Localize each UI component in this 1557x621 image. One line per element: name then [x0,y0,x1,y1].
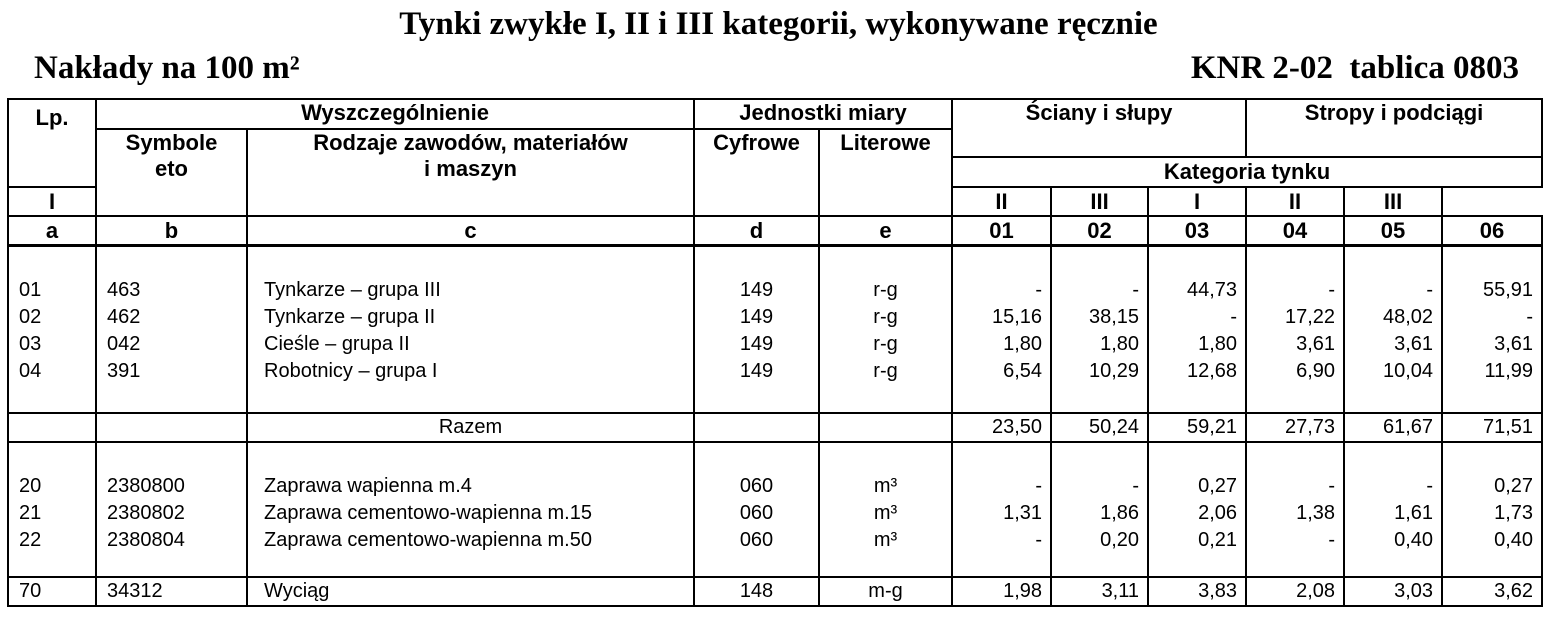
value: - [1035,528,1043,551]
value: 1,38 [1296,501,1336,524]
lp-04: 04 [19,360,42,382]
cat-03: III [1051,187,1148,216]
sym-2380802: 2380802 [107,501,185,524]
cat-06: III [1344,187,1442,216]
cell-literowe [819,442,952,577]
value: 1,31 [1003,501,1043,524]
cell-lp [8,246,96,413]
table-row-group-materialy [8,442,1542,577]
value: 0,27 [1494,474,1534,497]
col-rodzaje-line2: i maszyn [424,156,517,181]
value: - [1132,279,1140,301]
name-robotnicy-i: Robotnicy – grupa I [264,360,438,382]
col-jednostki-miary: Jednostki miary [694,99,952,129]
value: 38,15 [1088,306,1140,328]
value: - [1426,474,1434,497]
lp-70: 70 [8,577,96,606]
value: 1,80 [1100,333,1140,355]
page-title: Tynki zwykłe I, II i III kategorii, wykonywane ręcznie [399,6,1158,42]
name-tynkarze-ii: Tynkarze – grupa II [264,306,436,328]
num-06: 06 [1442,216,1542,246]
value: 0,21 [1198,528,1238,551]
cell-empty [96,413,247,442]
value: 0,40 [1394,528,1434,551]
cell-cyfrowe [694,246,819,413]
unit-symbol: m³ [873,501,898,524]
value: 10,29 [1088,360,1140,382]
unit-code: 060 [739,474,774,497]
cell-values-03 [1148,442,1246,577]
cell-values-04 [1246,442,1344,577]
lp-01: 01 [19,279,42,301]
table-body [8,246,1542,606]
letter-c: c [247,216,694,246]
unit-code: 060 [739,501,774,524]
value: 48,02 [1382,306,1434,328]
cell-empty [8,413,96,442]
name-zaprawa-cw-50: Zaprawa cementowo-wapienna m.50 [264,528,592,551]
cat-02: II [952,187,1051,216]
value: - [1526,306,1534,328]
value: - [1328,528,1336,551]
cell-values-05 [1344,246,1442,413]
value: 3,61 [1296,333,1336,355]
col-sciany-i-slupy: Ściany i słupy [952,99,1246,157]
col-literowe: Literowe [819,129,952,216]
cell-values-02 [1051,442,1148,577]
cell-name [247,442,694,577]
razem-04: 27,73 [1246,413,1344,442]
cell-values-06 [1442,442,1542,577]
subtitle-right: KNR 2-02 tablica 0803 [1190,50,1519,86]
value: 2,06 [1198,501,1238,524]
cell-lp [8,442,96,577]
cell-values-06 [1442,246,1542,413]
value: 55,91 [1482,279,1534,301]
num-03: 03 [1148,216,1246,246]
sym-462: 462 [107,306,141,328]
razem-02: 50,24 [1051,413,1148,442]
col-symbole-line2: eto [155,156,188,181]
num-04: 04 [1246,216,1344,246]
col-symbole-line1: Symbole [125,130,218,155]
razem-06: 71,51 [1442,413,1542,442]
wyciag-03: 3,83 [1148,577,1246,606]
cell-values-01 [952,442,1051,577]
col-rodzaje [247,129,694,216]
unit-code: 149 [739,360,774,382]
sym-2380804: 2380804 [107,528,185,551]
cell-values-04 [1246,246,1344,413]
value: 0,40 [1494,528,1534,551]
col-symbole-eto [96,129,247,216]
value: - [1328,279,1336,301]
letter-d: d [694,216,819,246]
value: 15,16 [991,306,1043,328]
razem-01: 23,50 [952,413,1051,442]
name-ciesle-ii: Cieśle – grupa II [264,333,410,355]
num-02: 02 [1051,216,1148,246]
sym-463: 463 [107,279,141,301]
sym-391: 391 [107,360,141,382]
num-05: 05 [1344,216,1442,246]
cell-symbol [96,442,247,577]
cell-empty [819,413,952,442]
cell-values-02 [1051,246,1148,413]
unit-symbol: r-g [873,279,898,301]
lp-03: 03 [19,333,42,355]
wyciag-05: 3,03 [1344,577,1442,606]
unit-code: 149 [739,306,774,328]
cell-values-03 [1148,246,1246,413]
col-lp: Lp. [8,99,96,187]
sym-34312: 34312 [96,577,247,606]
col-cyfrowe: Cyfrowe [694,129,819,216]
sym-2380800: 2380800 [107,474,185,497]
value: 10,04 [1382,360,1434,382]
table-row-wyciag [8,577,1542,606]
value: 1,73 [1494,501,1534,524]
table-row-group-robocizna [8,246,1542,413]
unit-symbol: r-g [873,306,898,328]
wyciag-04: 2,08 [1246,577,1344,606]
table-header [8,99,1542,246]
letter-b: b [96,216,247,246]
sym-042: 042 [107,333,141,355]
lp-22: 22 [19,528,42,551]
name-wyciag: Wyciąg [247,577,694,606]
name-zaprawa-wapienna: Zaprawa wapienna m.4 [264,474,472,497]
value: - [1426,279,1434,301]
col-stropy-i-podciagi: Stropy i podciągi [1246,99,1542,157]
name-zaprawa-cw-15: Zaprawa cementowo-wapienna m.15 [264,501,592,524]
cell-name [247,246,694,413]
num-01: 01 [952,216,1051,246]
lp-20: 20 [19,474,42,497]
col-wyszczegolnienie: Wyszczególnienie [96,99,694,129]
value: 6,90 [1296,360,1336,382]
table-row-razem [8,413,1542,442]
lp-02: 02 [19,306,42,328]
col-rodzaje-line1: Rodzaje zawodów, materiałów [313,130,628,155]
cell-values-05 [1344,442,1442,577]
col-kategoria-tynku: Kategoria tynku [952,157,1542,187]
value: - [1230,306,1238,328]
norms-table [7,98,1543,607]
unit-symbol: r-g [873,360,898,382]
value: - [1132,474,1140,497]
cat-05: II [1246,187,1344,216]
value: 44,73 [1186,279,1238,301]
value: 6,54 [1003,360,1043,382]
cell-values-01 [952,246,1051,413]
wyciag-06: 3,62 [1442,577,1542,606]
unit-code: 149 [739,279,774,301]
cell-cyfrowe [694,442,819,577]
cell-literowe [819,246,952,413]
lp-21: 21 [19,501,42,524]
unit-symbol: m-g [819,577,952,606]
razem-label: Razem [247,413,694,442]
value: 0,27 [1198,474,1238,497]
value: - [1035,474,1043,497]
value: 12,68 [1186,360,1238,382]
unit-code: 060 [739,528,774,551]
unit-symbol: m³ [873,474,898,497]
unit-code: 148 [694,577,819,606]
letter-e: e [819,216,952,246]
cat-01: I [8,187,96,216]
cell-symbol [96,246,247,413]
subtitle-left: Nakłady na 100 m² [34,50,300,86]
cell-empty [694,413,819,442]
value: - [1328,474,1336,497]
value: 1,61 [1394,501,1434,524]
value: 17,22 [1284,306,1336,328]
value: 11,99 [1484,360,1534,382]
value: - [1035,279,1043,301]
value: 0,20 [1100,528,1140,551]
wyciag-02: 3,11 [1051,577,1148,606]
wyciag-01: 1,98 [952,577,1051,606]
value: 1,80 [1198,333,1238,355]
name-tynkarze-iii: Tynkarze – grupa III [264,279,441,301]
value: 3,61 [1394,333,1434,355]
cat-04: I [1148,187,1246,216]
razem-05: 61,67 [1344,413,1442,442]
unit-symbol: r-g [873,333,898,355]
value: 1,80 [1003,333,1043,355]
value: 1,86 [1100,501,1140,524]
razem-03: 59,21 [1148,413,1246,442]
unit-symbol: m³ [873,528,898,551]
value: 3,61 [1494,333,1534,355]
letter-a: a [8,216,96,246]
unit-code: 149 [739,333,774,355]
